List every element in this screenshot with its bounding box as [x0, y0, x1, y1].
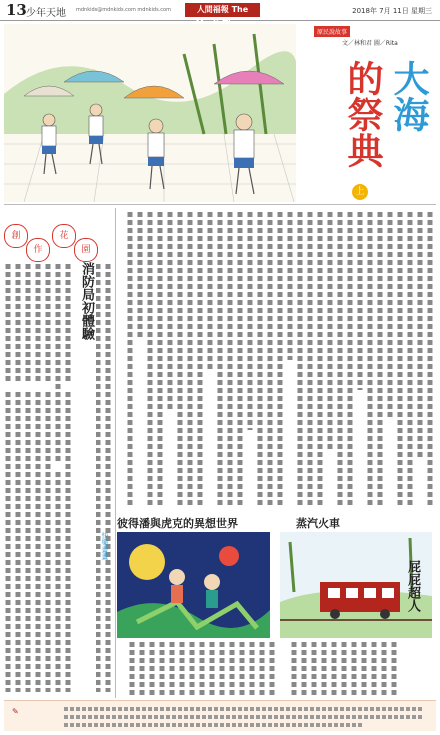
section-name: 少年天地 — [26, 8, 66, 19]
creative-char-2: 作 — [26, 238, 50, 262]
hero-illustration — [4, 24, 296, 202]
byline: 文／林和君 圖／Rita — [342, 40, 398, 47]
creative-char-4: 園 — [74, 238, 98, 262]
header-url: mdnkids@mdnkids.com mdnkids.com — [76, 7, 171, 13]
fire-station-essay-text-right — [4, 262, 74, 698]
steam-train-essay-text — [282, 640, 400, 698]
fire-station-essay-lines — [4, 262, 74, 698]
feature-body-text-lines — [118, 210, 436, 508]
superhero-title-text: 屁屁超人 — [405, 560, 420, 612]
column-rule — [115, 208, 116, 698]
creative-char-3: 花 — [52, 224, 76, 248]
top-rule — [4, 204, 436, 205]
essay-title-steam-train: 蒸汽火車 — [296, 517, 340, 530]
submission-info-box — [4, 700, 436, 731]
feature-title-panel — [300, 24, 436, 202]
series-tag: 原民說故事 — [314, 26, 350, 37]
steam-train-essay-lines — [282, 640, 400, 698]
page-header — [0, 0, 440, 21]
page-number: 13 — [6, 1, 27, 19]
fire-station-essay-lines-2 — [96, 262, 114, 698]
essay-title-fire-station: 消防局初體驗 — [79, 262, 94, 340]
creative-garden-logo — [4, 208, 99, 258]
happy-drawing-label: 快樂畫畫 — [101, 532, 109, 560]
peter-pan-essay-text — [118, 640, 278, 698]
essay-title-superhero — [404, 560, 420, 616]
creative-char-1: 創 — [4, 224, 28, 248]
issue-date: 2018年 7月 11日 星期三 — [352, 7, 432, 15]
peter-pan-drawing-svg — [117, 532, 270, 638]
part-marker: 上 — [352, 184, 368, 200]
dancers-with-umbrellas-illustration — [4, 24, 296, 202]
essay-title-peter-pan: 彼得潘與虎克的異想世界 — [117, 517, 238, 530]
submission-info-lines — [64, 705, 424, 729]
feature-body-text — [118, 210, 436, 508]
submission-label: ✎ — [12, 707, 19, 716]
title-part-2: 的祭典 — [342, 60, 383, 168]
peter-pan-drawing — [117, 532, 270, 638]
title-part-1: 大海 — [388, 60, 429, 132]
newspaper-logo: 人間福報 The — [185, 3, 260, 17]
fire-station-essay-text-left — [96, 262, 114, 698]
peter-pan-essay-lines — [118, 640, 278, 698]
